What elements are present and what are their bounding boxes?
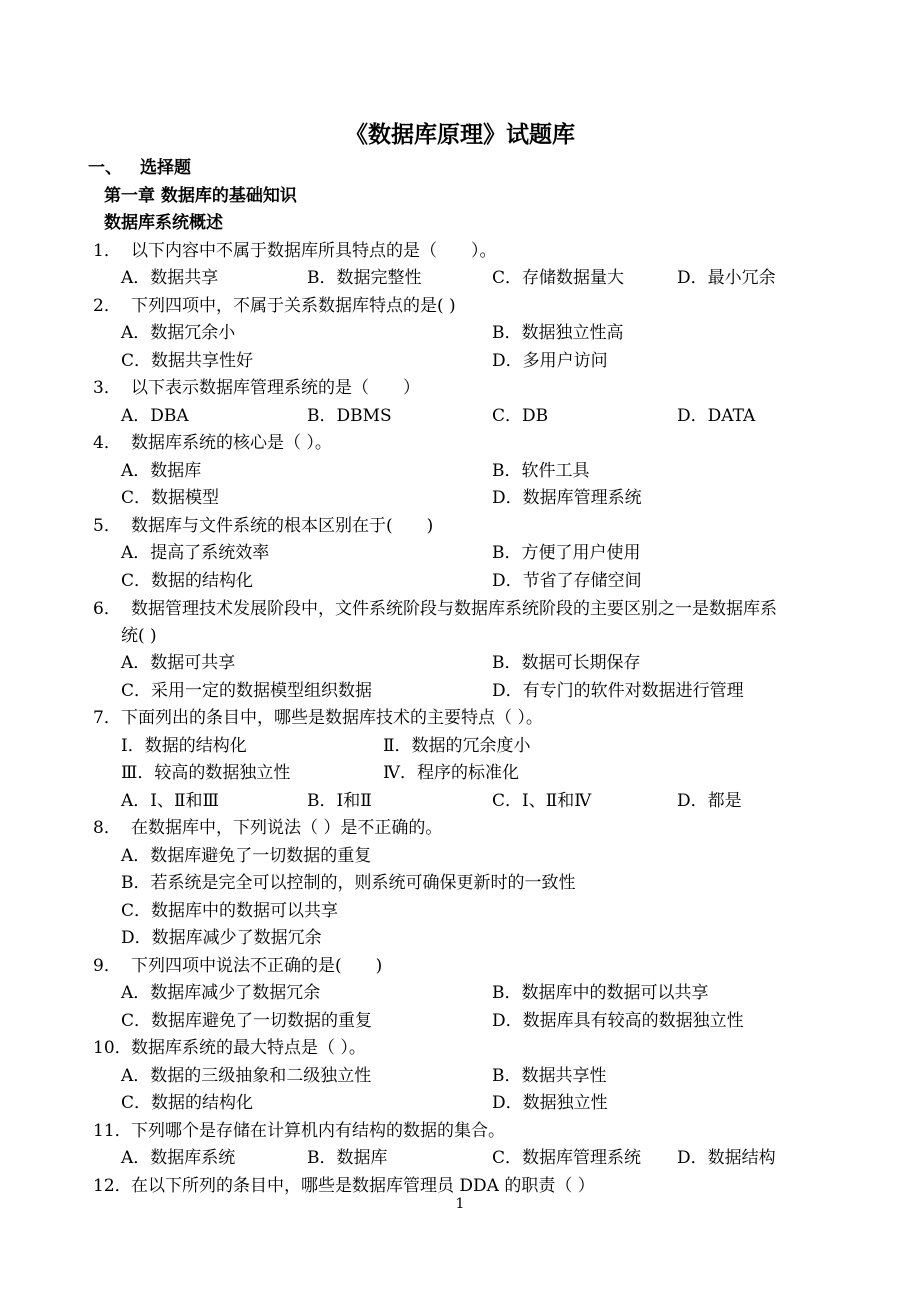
question-text: 数据库系统的最大特点是（ ）。 [131, 1038, 366, 1058]
option: B．数据独立性高 [492, 323, 624, 343]
question-text: 下列四项中说法不正确的是( ) [131, 956, 383, 976]
question-text: 数据库系统的核心是（ ）。 [131, 433, 332, 453]
subsection-heading: 数据库系统概述 [104, 213, 223, 233]
option: D．数据库具有较高的数据独立性 [492, 1011, 744, 1031]
option: B．软件工具 [492, 461, 590, 481]
question-10 [93, 1033, 366, 1058]
option: A．数据库 [121, 461, 202, 481]
option: C．数据库中的数据可以共享 [121, 901, 339, 921]
question-1 [93, 236, 497, 261]
option: B．Ⅰ和Ⅱ [307, 791, 372, 811]
option: D．数据库管理系统 [492, 488, 642, 508]
option: A．DBA [121, 406, 189, 426]
option: A．数据冗余小 [121, 323, 236, 343]
option: D．DATA [677, 406, 756, 426]
question-number: 1． [93, 241, 121, 261]
option: A．Ⅰ、Ⅱ和Ⅲ [121, 791, 219, 811]
question-number: 9． [93, 956, 121, 976]
option: B．数据库中的数据可以共享 [492, 983, 709, 1003]
statement-item: Ⅰ．数据的结构化 [121, 736, 247, 756]
page-number: 1 [455, 1196, 465, 1212]
option: A．数据可共享 [121, 653, 236, 673]
option: D．最小冗余 [677, 268, 776, 288]
statement-item: Ⅱ．数据的冗余度小 [383, 736, 531, 756]
statement-item: Ⅲ．较高的数据独立性 [121, 763, 291, 783]
question-text: 数据库与文件系统的根本区别在于( ) [131, 516, 434, 536]
question-text: 下面列出的条目中，哪些是数据库技术的主要特点（ ）。 [121, 708, 543, 728]
question-text: 在数据库中，下列说法（ ）是不正确的。 [131, 818, 443, 838]
option: B．DBMS [307, 406, 392, 426]
option: D．都是 [677, 791, 742, 811]
option: C．数据库管理系统 [492, 1148, 642, 1168]
option: C．存储数据量大 [492, 268, 625, 288]
question-text: 数据管理技术发展阶段中，文件系统阶段与数据库系统阶段的主要区别之一是数据库系 [131, 599, 777, 619]
option: D．节省了存储空间 [492, 571, 642, 591]
question-text: 在以下所列的条目中，哪些是数据库管理员 DDA 的职责（ ） [131, 1176, 595, 1196]
question-4 [93, 428, 332, 453]
question-number: 6． [93, 599, 121, 619]
question-text: 以下内容中不属于数据库所具特点的是（ ）。 [131, 241, 497, 261]
question-number: 3． [93, 378, 121, 398]
option: A．数据库避免了一切数据的重复 [121, 846, 372, 866]
option: B．数据完整性 [307, 268, 422, 288]
section-number: 一、 [88, 158, 122, 178]
section-label: 选择题 [140, 158, 191, 178]
question-11 [93, 1116, 505, 1141]
question-2 [93, 291, 456, 316]
option: A．数据共享 [121, 268, 219, 288]
question-text: 下列哪个是存储在计算机内有结构的数据的集合。 [131, 1121, 505, 1141]
option: B．数据共享性 [492, 1066, 607, 1086]
question-number: 7． [93, 708, 121, 728]
question-number: 10． [93, 1038, 132, 1058]
question-number: 2． [93, 296, 121, 316]
question-number: 11． [93, 1121, 132, 1141]
option: C．DB [492, 406, 549, 426]
option: D．数据独立性 [492, 1093, 608, 1113]
option: D．数据库减少了数据冗余 [121, 928, 322, 948]
question-text-continued: 统( ) [121, 626, 157, 646]
option: D．多用户访问 [492, 351, 608, 371]
question-5 [93, 511, 433, 536]
option: A．数据库减少了数据冗余 [121, 983, 321, 1003]
question-text: 以下表示数据库管理系统的是（ ） [131, 378, 420, 398]
section-heading [88, 153, 191, 178]
question-8 [93, 813, 442, 838]
question-number: 4． [93, 433, 121, 453]
option: A．提高了系统效率 [121, 543, 270, 563]
question-3 [93, 373, 420, 398]
question-text: 下列四项中，不属于关系数据库特点的是( ) [131, 296, 456, 316]
option: D．有专门的软件对数据进行管理 [492, 681, 744, 701]
option: C．采用一定的数据模型组织数据 [121, 681, 373, 701]
question-7 [93, 703, 543, 728]
option: C．数据的结构化 [121, 571, 254, 591]
option: A．数据的三级抽象和二级独立性 [121, 1066, 372, 1086]
option: C．数据模型 [121, 488, 220, 508]
chapter-heading: 第一章 数据库的基础知识 [104, 186, 297, 206]
question-6 [93, 594, 777, 619]
option: B．数据库 [307, 1148, 388, 1168]
statement-item: Ⅳ．程序的标准化 [383, 763, 519, 783]
option: C．数据库避免了一切数据的重复 [121, 1011, 373, 1031]
question-number: 12． [93, 1176, 132, 1196]
option: C．数据的结构化 [121, 1093, 254, 1113]
question-number: 8． [93, 818, 121, 838]
option: B．方便了用户使用 [492, 543, 641, 563]
question-12 [93, 1171, 595, 1196]
option: B．若系统是完全可以控制的，则系统可确保更新时的一致性 [121, 873, 576, 893]
page-title: 《数据库原理》试题库 [345, 121, 575, 148]
option: C．数据共享性好 [121, 351, 254, 371]
option: A．数据库系统 [121, 1148, 236, 1168]
option: D．数据结构 [677, 1148, 776, 1168]
question-9 [93, 951, 382, 976]
question-number: 5． [93, 516, 121, 536]
option: B．数据可长期保存 [492, 653, 641, 673]
option: C．Ⅰ、Ⅱ和Ⅳ [492, 791, 592, 811]
